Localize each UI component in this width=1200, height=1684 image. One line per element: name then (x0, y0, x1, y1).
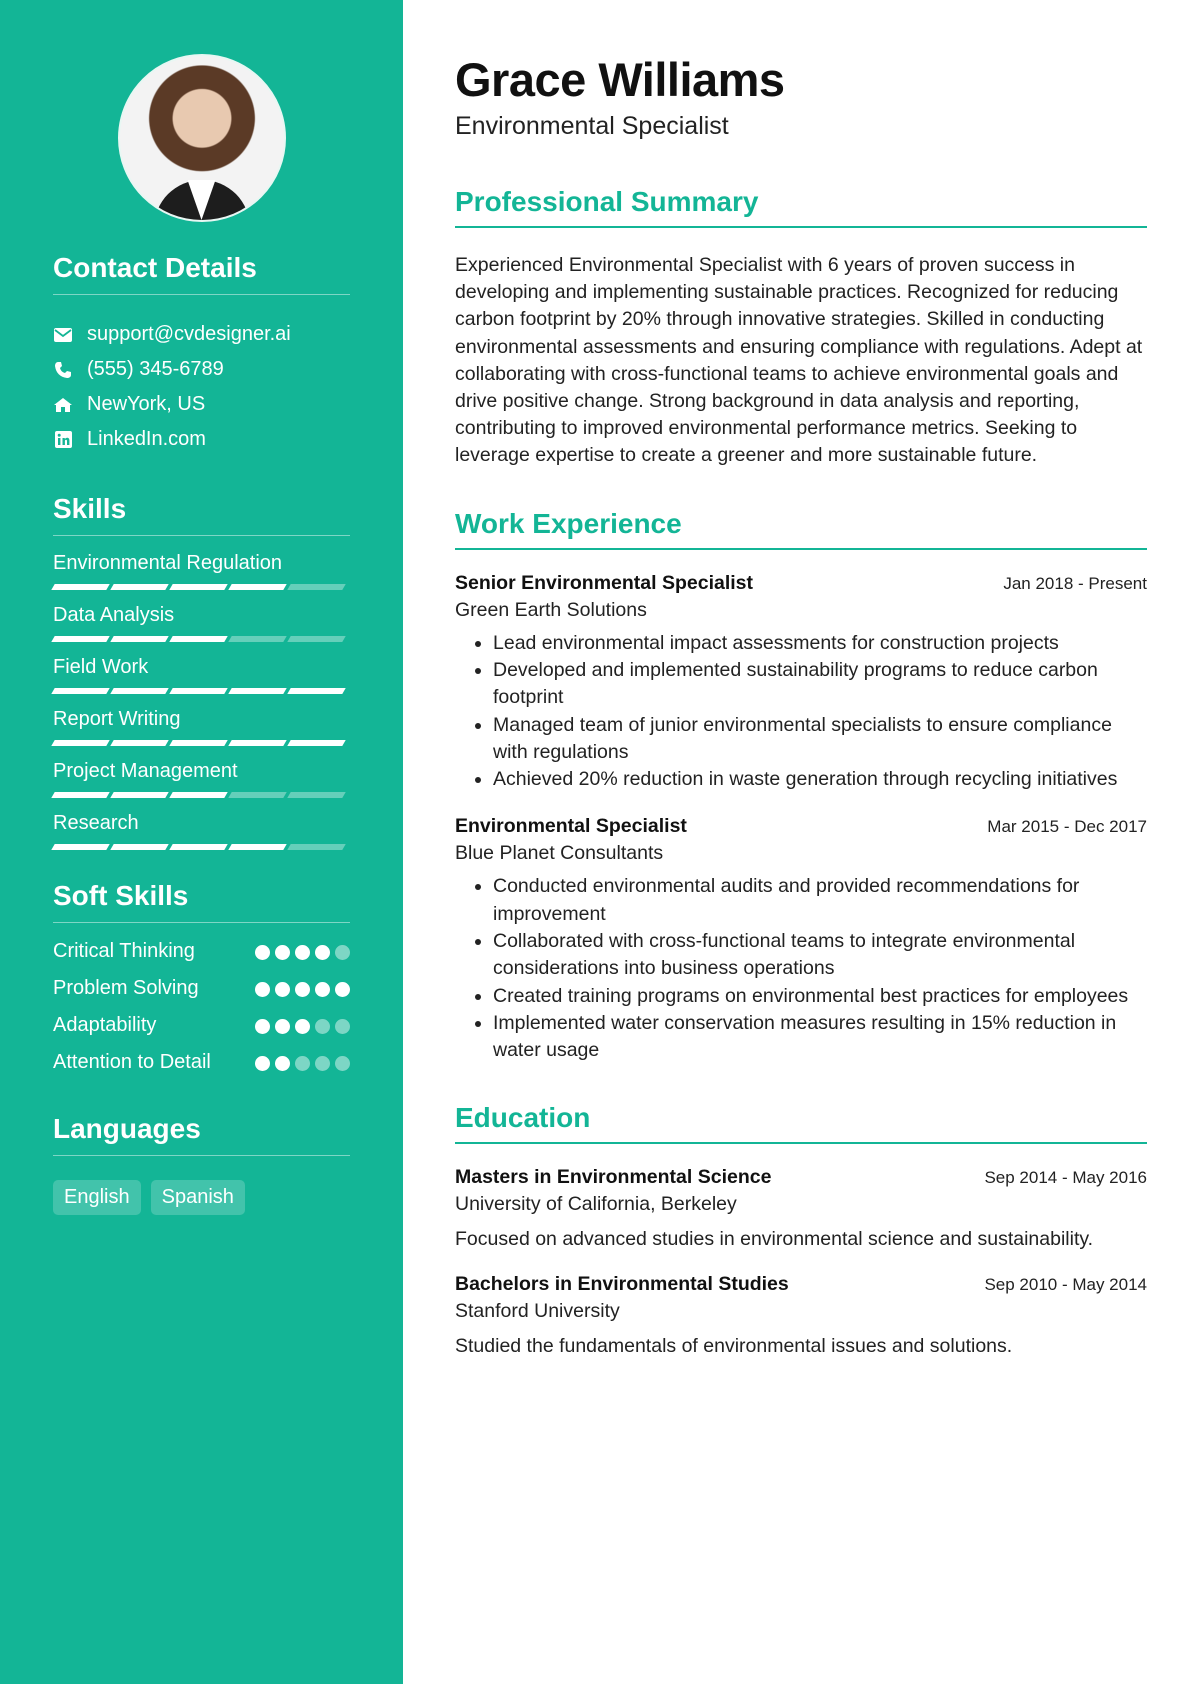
job-bullet: • Managed team of junior environmental specialists to ensure compliance with regulations (493, 712, 1147, 767)
job-bullet: • Developed and implemented sustainability programs to reduce carbon footprint (493, 657, 1147, 712)
rating-dot (275, 1019, 290, 1034)
skill-level-segment (228, 584, 286, 590)
soft-skill-item (53, 1011, 350, 1040)
soft-skill-item (53, 1048, 350, 1077)
education-dates: Sep 2010 - May 2014 (984, 1275, 1147, 1295)
skill-level-segment (228, 740, 286, 746)
contact-heading: Contact Details (53, 252, 350, 295)
education-header (455, 1273, 1147, 1296)
contact-email-text: support@cvdesigner.ai (87, 323, 291, 345)
rating-dot (255, 982, 270, 997)
skills-list (53, 550, 350, 850)
language-tag: English (53, 1180, 141, 1215)
skill-level-bar (53, 584, 350, 590)
education-entry (455, 1273, 1147, 1358)
job-bullet: • Implemented water conservation measures resulting in 15% reduction in water usage (493, 1010, 1147, 1065)
contact-linkedin[interactable] (53, 422, 350, 457)
skill-level-segment (110, 688, 168, 694)
skill-level-segment (51, 636, 109, 642)
summary-heading: Professional Summary (455, 186, 1147, 228)
rating-dot (295, 1019, 310, 1034)
skill-level-segment (110, 792, 168, 798)
skill-level-segment (110, 584, 168, 590)
skill-level-segment (287, 584, 345, 590)
job-bullet: • Achieved 20% reduction in waste generation through recycling initiatives (493, 766, 1147, 793)
skill-level-segment (287, 688, 345, 694)
education-dates: Sep 2014 - May 2016 (984, 1168, 1147, 1188)
skill-label: Project Management (53, 760, 238, 782)
skill-level-segment (169, 792, 227, 798)
rating-dot (255, 1056, 270, 1071)
experience-heading: Work Experience (455, 508, 1147, 550)
job-bullets (455, 630, 1147, 794)
job-header (455, 815, 1147, 838)
job-entry (455, 572, 1147, 794)
education-section (455, 1102, 1147, 1358)
rating-dot (335, 1019, 350, 1034)
home-icon (53, 395, 73, 415)
skill-level-segment (169, 584, 227, 590)
education-entry (455, 1166, 1147, 1251)
candidate-title: Environmental Specialist (455, 112, 729, 140)
soft-skills-heading: Soft Skills (53, 880, 350, 923)
skill-level-segment (287, 844, 345, 850)
summary-text: Experienced Environmental Specialist with 6 years of proven success in developing and implementing sustainable practices. Recognized for reducing carbon footprint by 20% through innovative strategies. Skilled in conducting environmental assessments and ensuring compliance with regulations. Adept at collaborating with cross-functional teams to achieve environmental goals and drive positive change. Strong background in data analysis and reporting, contributing to improved environmental performance metrics. Seeking to leverage expertise to create a greener and more sustainable future. (455, 254, 1143, 467)
education-header (455, 1166, 1147, 1189)
skill-label: Field Work (53, 656, 149, 678)
profile-photo (118, 54, 286, 222)
skill-level-segment (228, 792, 286, 798)
school-name: University of California, Berkeley (455, 1193, 737, 1216)
job-dates: Mar 2015 - Dec 2017 (987, 817, 1147, 837)
main-content (455, 0, 1147, 1358)
sidebar (0, 0, 403, 1684)
skill-level-segment (228, 636, 286, 642)
rating-dot (295, 945, 310, 960)
contact-phone-text: (555) 345-6789 (87, 358, 224, 380)
skill-level-bar (53, 688, 350, 694)
skill-level-bar (53, 740, 350, 746)
skill-label: Research (53, 812, 139, 834)
soft-skill-label: Attention to Detail (53, 1051, 211, 1073)
languages-heading: Languages (53, 1113, 350, 1156)
rating-dot (315, 1056, 330, 1071)
skill-level-segment (51, 844, 109, 850)
skill-level-segment (287, 636, 345, 642)
rating-dot (335, 982, 350, 997)
linkedin-icon (53, 430, 73, 450)
soft-skill-label: Adaptability (53, 1014, 157, 1036)
skill-level-segment (169, 844, 227, 850)
skill-label: Data Analysis (53, 604, 175, 626)
soft-skill-rating (255, 1056, 350, 1071)
job-title: Environmental Specialist (455, 815, 687, 838)
contact-email[interactable] (53, 317, 350, 352)
skill-level-segment (169, 636, 227, 642)
soft-skill-item (53, 974, 350, 1003)
soft-skill-rating (255, 982, 350, 997)
skill-level-segment (287, 792, 345, 798)
skill-item (53, 810, 350, 850)
skill-level-segment (51, 688, 109, 694)
skill-level-bar (53, 636, 350, 642)
job-dates: Jan 2018 - Present (1003, 573, 1147, 593)
rating-dot (255, 1019, 270, 1034)
skill-level-segment (110, 844, 168, 850)
contact-linkedin-text: LinkedIn.com (87, 428, 206, 450)
rating-dot (335, 945, 350, 960)
skill-label: Report Writing (53, 708, 181, 730)
rating-dot (335, 1056, 350, 1071)
candidate-name: Grace Williams (455, 53, 785, 106)
rating-dot (295, 1056, 310, 1071)
skill-level-segment (110, 740, 168, 746)
job-bullet: • Lead environmental impact assessments for construction projects (493, 630, 1147, 657)
skill-level-segment (51, 584, 109, 590)
rating-dot (275, 1056, 290, 1071)
rating-dot (275, 945, 290, 960)
skill-level-segment (169, 688, 227, 694)
job-bullets (455, 873, 1147, 1064)
skills-section (53, 493, 350, 850)
skill-level-segment (228, 844, 286, 850)
contact-location-text: NewYork, US (87, 393, 206, 415)
skill-level-segment (228, 688, 286, 694)
job-title: Senior Environmental Specialist (455, 571, 754, 594)
rating-dot (315, 982, 330, 997)
contact-phone[interactable] (53, 352, 350, 387)
rating-dot (315, 1019, 330, 1034)
soft-skill-item (53, 937, 350, 966)
skill-item (53, 758, 350, 798)
soft-skills-list (53, 937, 350, 1077)
skill-level-segment (51, 792, 109, 798)
skill-item (53, 602, 350, 642)
soft-skill-rating (255, 1019, 350, 1034)
education-list (455, 1166, 1147, 1358)
soft-skill-label: Critical Thinking (53, 940, 195, 962)
skill-level-segment (169, 740, 227, 746)
soft-skills-section (53, 880, 350, 1077)
rating-dot (275, 982, 290, 997)
job-entry (455, 815, 1147, 1064)
skill-item (53, 550, 350, 590)
skill-level-segment (110, 636, 168, 642)
rating-dot (295, 982, 310, 997)
soft-skill-rating (255, 945, 350, 960)
skill-level-bar (53, 844, 350, 850)
degree-title: Bachelors in Environmental Studies (455, 1273, 789, 1296)
contact-section (53, 252, 350, 457)
job-bullet: • Collaborated with cross-functional teams to integrate environmental considerations into business operations (493, 928, 1147, 983)
education-heading: Education (455, 1102, 1147, 1144)
skill-level-segment (287, 740, 345, 746)
skill-level-bar (53, 792, 350, 798)
jobs-list (455, 572, 1147, 1065)
skill-label: Environmental Regulation (53, 552, 283, 574)
education-description: Studied the fundamentals of environmental issues and solutions. (455, 1335, 1013, 1358)
job-header (455, 572, 1147, 595)
job-company: Blue Planet Consultants (455, 842, 664, 865)
contact-location (53, 387, 350, 422)
languages-list (53, 1180, 350, 1215)
language-tag: Spanish (151, 1180, 245, 1215)
job-bullet: • Conducted environmental audits and provided recommendations for improvement (493, 873, 1147, 928)
school-name: Stanford University (455, 1300, 620, 1323)
degree-title: Masters in Environmental Science (455, 1166, 772, 1189)
rating-dot (255, 945, 270, 960)
job-bullet: • Created training programs on environmental best practices for employees (493, 983, 1147, 1010)
languages-section (53, 1113, 350, 1215)
skill-item (53, 654, 350, 694)
skill-item (53, 706, 350, 746)
skills-heading: Skills (53, 493, 350, 536)
summary-section (455, 186, 1147, 470)
experience-section (455, 508, 1147, 1065)
skill-level-segment (51, 740, 109, 746)
education-description: Focused on advanced studies in environmental science and sustainability. (455, 1228, 1094, 1251)
phone-icon (53, 360, 73, 380)
job-company: Green Earth Solutions (455, 598, 647, 621)
envelope-icon (53, 325, 73, 345)
rating-dot (315, 945, 330, 960)
soft-skill-label: Problem Solving (53, 977, 199, 999)
